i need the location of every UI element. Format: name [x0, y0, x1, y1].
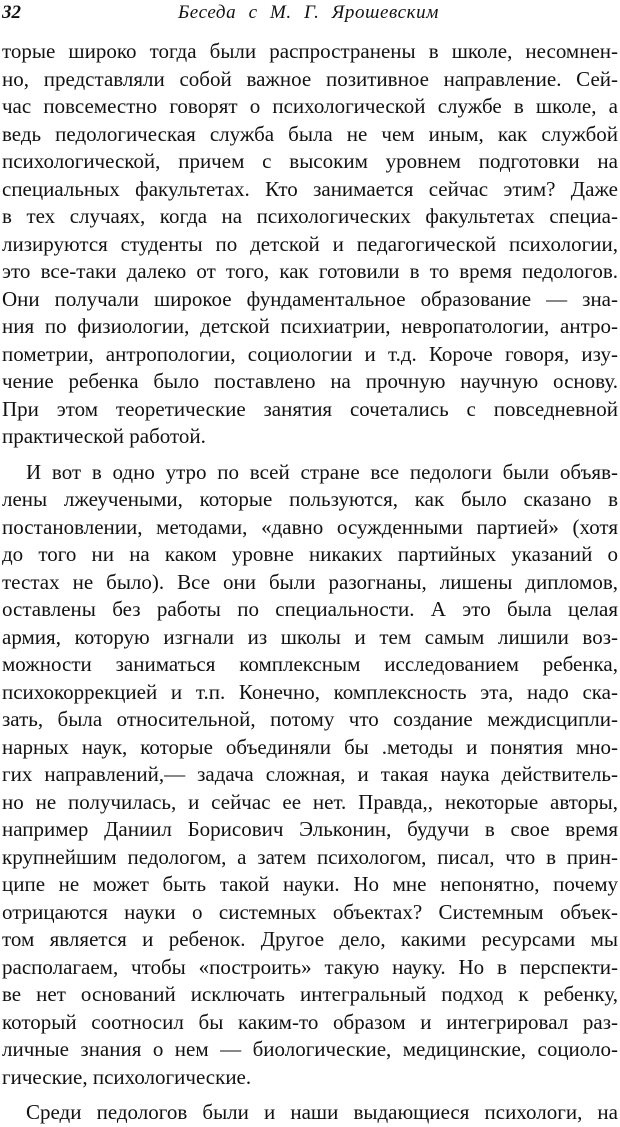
text-line: ципе не может быть такой науки. Но мне непонятно, почему	[2, 872, 618, 896]
body-text	[0, 38, 620, 1127]
text-line: пометрии, антропологии, социологии и т.д. Короче говоря, изу-	[2, 341, 618, 366]
paragraph	[0, 38, 620, 451]
text-line: оставлены без работы по специальности. А это была целая	[2, 597, 618, 621]
text-line: психокоррекцией и т.п. Конечно, комплексность эта, надо ска-	[2, 679, 618, 704]
paragraph-gap	[0, 1091, 620, 1099]
text-line: армия, которую изгнали из школы и тем самым лишили воз-	[2, 624, 618, 649]
page-header	[0, 2, 620, 26]
text-line: психологической, причем с высоким уровнем подготовки на	[2, 149, 618, 173]
text-line: час повсеместно говорят о психологической службе в школе, а	[2, 94, 618, 118]
running-title: Беседа с М. Г. Ярошевским	[178, 2, 439, 23]
text-line: но, представляли собой важное позитивное направление. Сей-	[2, 66, 618, 91]
text-line: Среди педологов были и наши выдающиеся психологи, на	[26, 1100, 618, 1124]
text-line: чение ребенка было поставлено на прочную научную основу.	[2, 369, 618, 393]
page-number: 32	[2, 2, 21, 23]
text-line: ния по физиологии, детской психиатрии, невропатологии, антро-	[2, 314, 618, 338]
paragraph-gap	[0, 451, 620, 459]
text-line: располагаем, чтобы «построить» такую науку. Но в перспекти-	[2, 954, 618, 979]
text-line: до того ни на каком уровне никаких партийных указаний о	[2, 542, 618, 566]
text-line: лены лжеучеными, которые пользуются, как было сказано в	[2, 487, 618, 511]
text-line: можности заниматься комплексным исследованием ребенка,	[2, 652, 618, 676]
text-line: крупнейшим педологом, а затем психологом, писал, что в прин-	[2, 844, 618, 869]
text-line: например Даниил Борисович Эльконин, будучи в свое время	[2, 817, 618, 841]
text-line: практической работой.	[2, 424, 206, 448]
text-line: ве нет оснований исключать интегральный подход к ребенку,	[2, 982, 618, 1006]
text-line: лизируются студенты по детской и педагогической психологии,	[2, 231, 618, 256]
text-line: торые широко тогда были распространены в школе, несомнен-	[2, 39, 618, 63]
text-line: гические, психологические.	[2, 1064, 252, 1089]
text-line: том является и ребенок. Другое дело, какими ресурсами мы	[2, 927, 618, 951]
text-line: который соотносил бы каким-то образом и интегрировал раз-	[2, 1009, 618, 1034]
text-line: Они получали широкое фундаментальное образование — зна-	[2, 286, 618, 311]
text-line: нарных наук, которые объединяли бы .методы и понятия мно-	[2, 734, 618, 759]
text-line: специальных факультетах. Кто занимается сейчас этим? Даже	[2, 176, 618, 201]
text-line: гих направлений,— задача сложная, и такая наука действитель-	[2, 762, 618, 786]
paragraph	[0, 1099, 620, 1127]
text-line: отрицаются науки о системных объектах? Системным объек-	[2, 899, 618, 924]
text-line: При этом теоретические занятия сочетались с повседневной	[2, 396, 618, 421]
text-line: зать, была относительной, потому что создание междисципли-	[2, 707, 618, 731]
text-line: это все-таки далеко от того, как готовили в то время педологов.	[2, 259, 618, 283]
text-line: личные знания о нем — биологические, медицинские, социоло-	[2, 1037, 618, 1061]
text-line: но не получилась, и сейчас ее нет. Правда,, некоторые авторы,	[2, 789, 618, 814]
paragraph	[0, 459, 620, 1092]
text-line: постановлении, методами, «давно осужденными партией» (хотя	[2, 514, 618, 539]
text-line: И вот в одно утро по всей стране все педологи были объяв-	[26, 459, 618, 484]
text-line: ведь педологическая служба была не чем иным, как службой	[2, 121, 618, 146]
text-line: тестах не было). Все они были разогнаны, лишены дипломов,	[2, 569, 618, 594]
text-line: в тех случаях, когда на психологических факультетах специа-	[2, 204, 618, 228]
